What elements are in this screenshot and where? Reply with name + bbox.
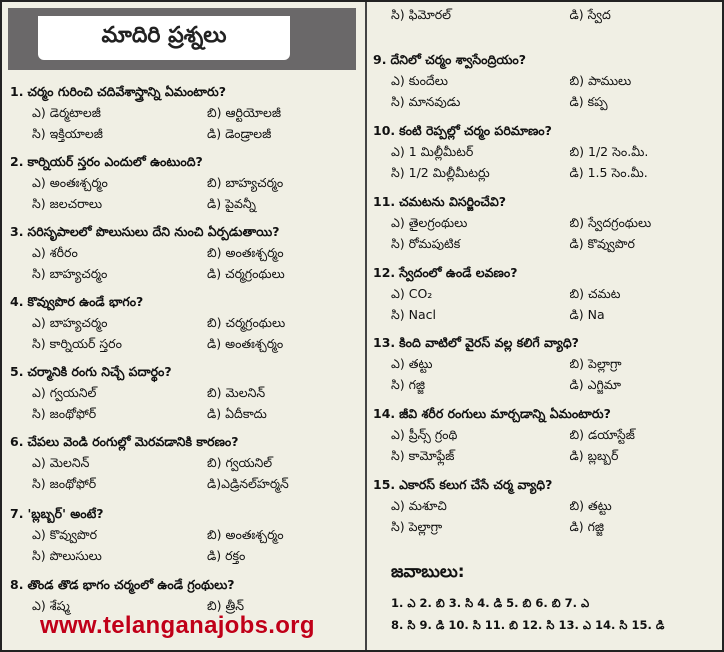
option-b: బి) గ్వయనిల్ xyxy=(207,455,273,470)
question-1 xyxy=(10,84,360,144)
option-c: సి) మానవుడు xyxy=(391,94,461,109)
question-7 xyxy=(10,506,360,566)
option-a: ఎ) కొవ్వుపొర xyxy=(32,527,98,542)
option-a: ఎ) అంతఃశ్చర్మం xyxy=(32,175,108,190)
question-8 xyxy=(10,577,360,616)
option-a: ఎ) తైలగ్రంథులు xyxy=(391,215,468,230)
option-d: డి) పైవన్నీ xyxy=(207,196,256,211)
option-b: బి) ఆర్టియోలజీ xyxy=(207,105,281,120)
question-number: 9. xyxy=(373,52,387,67)
answers-heading: జవాబులు: xyxy=(391,562,465,582)
question-8-continued xyxy=(373,4,718,25)
question-text: సరిసృపాలలో పొలుసులు దేని నుంచి ఏర్పడుతాయి? xyxy=(27,224,280,239)
option-a: ఎ) తట్టు xyxy=(391,356,433,371)
question-text: కార్నియర్ స్తరం ఎందులో ఉంటుంది? xyxy=(27,154,203,169)
question-12 xyxy=(373,265,718,325)
header-bar xyxy=(8,8,356,70)
option-b: బి) చమట xyxy=(569,286,621,301)
question-15 xyxy=(373,477,718,537)
question-text: కింది వాటిలో వైరస్ వల్ల కలిగే వ్యాధి? xyxy=(399,335,579,350)
option-d: డి) కప్ప xyxy=(569,94,608,109)
option-d: డి) Na xyxy=(569,307,605,322)
question-text: ఎకారస్ కలుగ చేసే చర్మ వ్యాధి? xyxy=(399,477,553,492)
question-number: 7. xyxy=(10,506,24,521)
page-title: మాదిరి ప్రశ్నలు xyxy=(38,16,290,60)
option-a: ఎ) గ్వయనిల్ xyxy=(32,385,97,400)
option-b: బి) బాహ్యచర్మం xyxy=(207,175,284,190)
question-number: 11. xyxy=(373,194,396,209)
website-watermark: www.telanganajobs.org xyxy=(40,612,315,639)
question-number: 13. xyxy=(373,335,396,350)
answers-line-1: 1. ఎ 2. బి 3. సి 4. డి 5. బి 6. బి 7. ఎ xyxy=(391,596,590,610)
option-d: డి) చర్మగ్రంథులు xyxy=(207,266,285,281)
question-14 xyxy=(373,406,718,466)
option-a: ఎ) బాహ్యచర్మం xyxy=(32,315,108,330)
question-number: 4. xyxy=(10,294,24,309)
option-c: సి) ఫిమోరల్ xyxy=(391,7,452,22)
option-b: బి) పెల్లాగ్రా xyxy=(569,356,622,371)
option-c: సి) Nacl xyxy=(391,307,436,322)
option-d: డి) బ్లబ్బర్ xyxy=(569,448,619,463)
answers-line-2: 8. సి 9. డి 10. సి 11. బి 12. సి 13. ఎ 14. సి 15. డి xyxy=(391,618,665,632)
question-text: చర్మం గురించి చదివేశాస్త్రాన్ని ఏమంటారు? xyxy=(27,84,226,99)
question-5 xyxy=(10,364,360,424)
right-column xyxy=(367,2,722,650)
question-number: 14. xyxy=(373,406,396,421)
option-b: బి) అంతఃశ్చర్మం xyxy=(207,245,284,260)
option-b: బి) త్రీన్ xyxy=(207,598,245,613)
option-c: సి) పొలుసులు xyxy=(32,548,102,563)
question-number: 6. xyxy=(10,434,24,449)
question-6 xyxy=(10,434,360,494)
option-d: డి) గజ్జి xyxy=(569,519,605,534)
question-11 xyxy=(373,194,718,254)
option-b: బి) చర్మగ్రంథులు xyxy=(207,315,286,330)
option-d: డి)ఎడ్రినల్‌హర్మన్ xyxy=(207,476,289,491)
option-c: సి) పెల్లాగ్రా xyxy=(391,519,443,534)
question-number: 10. xyxy=(373,123,396,138)
option-d: డి) ఏదీకాదు xyxy=(207,406,267,421)
option-d: డి) స్వేద xyxy=(569,7,611,22)
option-b: బి) తట్టు xyxy=(569,498,612,513)
option-a: ఎ) డెర్మటాలజీ xyxy=(32,105,101,120)
question-text: కొవ్వుపొర ఉండే భాగం? xyxy=(27,294,144,309)
option-c: సి) జంథోఫోర్ xyxy=(32,406,97,421)
question-number: 2. xyxy=(10,154,24,169)
option-b: బి) స్వేదగ్రంథులు xyxy=(569,215,652,230)
question-number: 3. xyxy=(10,224,24,239)
question-text: 'బ్లబ్బర్' అంటే? xyxy=(27,506,104,521)
option-b: బి) మెలనిన్ xyxy=(207,385,266,400)
question-text: తొండ తొడ భాగం చర్మంలో ఉండే గ్రంథులు? xyxy=(27,577,235,592)
option-c: సి) ఇక్తియాలజీ xyxy=(32,126,103,141)
question-text: కంటి రెప్పల్లో చర్మం పరిమాణం? xyxy=(399,123,552,138)
option-a: ఎ) CO₂ xyxy=(391,286,433,301)
question-number: 5. xyxy=(10,364,24,379)
question-3 xyxy=(10,224,360,284)
question-number: 12. xyxy=(373,265,396,280)
question-number: 1. xyxy=(10,84,24,99)
question-text: దేనిలో చర్మం శ్వాసేంద్రియం? xyxy=(390,52,526,67)
option-b: బి) అంతఃశ్చర్మం xyxy=(207,527,284,542)
question-text: చమటను విసర్జించేవి? xyxy=(399,194,507,209)
option-a: ఎ) కుందేలు xyxy=(391,73,448,88)
option-d: డి) అంతఃశ్చర్మం xyxy=(207,336,284,351)
question-text: జీవి శరీర రంగులు మార్చడాన్ని ఏమంటారు? xyxy=(399,406,611,421)
question-text: స్వేదంలో ఉండే లవణం? xyxy=(399,265,518,280)
left-column xyxy=(2,2,365,650)
option-c: సి) గజ్జి xyxy=(391,377,426,392)
option-b: బి) డయాస్టేజ్ xyxy=(569,427,635,442)
option-a: ఎ) ప్రీన్స్ గ్రంథి xyxy=(391,427,458,442)
question-10 xyxy=(373,123,718,183)
option-c: సి) కార్నియర్ స్తరం xyxy=(32,336,122,351)
option-d: డి) కొవ్వుపొర xyxy=(569,236,635,251)
option-a: ఎ) శేష్మ xyxy=(32,598,70,613)
option-d: డి) 1.5 సెం.మీ. xyxy=(569,165,648,180)
question-4 xyxy=(10,294,360,354)
option-a: ఎ) మెలనిన్ xyxy=(32,455,90,470)
option-c: సి) కామోఫ్లేజ్ xyxy=(391,448,455,463)
option-a: ఎ) శరీరం xyxy=(32,245,78,260)
option-d: డి) రక్తం xyxy=(207,548,246,563)
option-a: ఎ) మశూచి xyxy=(391,498,447,513)
option-c: సి) జంథోఫోర్ xyxy=(32,476,97,491)
option-c: సి) బాహ్యచర్మం xyxy=(32,266,108,281)
question-2 xyxy=(10,154,360,214)
option-a: ఎ) 1 మిల్లీమీటర్ xyxy=(391,144,474,159)
option-c: సి) జలచరాలు xyxy=(32,196,103,211)
option-b: బి) 1/2 సెం.మీ. xyxy=(569,144,649,159)
question-number: 15. xyxy=(373,477,396,492)
question-text: చర్మానికి రంగు నిచ్చే పదార్థం? xyxy=(27,364,172,379)
option-d: డి) డెండ్రాలజీ xyxy=(207,126,272,141)
option-d: డి) ఎగ్జిమా xyxy=(569,377,622,392)
option-b: బి) పాములు xyxy=(569,73,632,88)
question-number: 8. xyxy=(10,577,24,592)
question-13 xyxy=(373,335,718,395)
question-text: చేపలు వెండి రంగుల్లో మెరవడానికి కారణం? xyxy=(27,434,239,449)
option-c: సి) రోమపుటిక xyxy=(391,236,461,251)
question-9 xyxy=(373,52,718,112)
option-c: సి) 1/2 మిల్లీమీటర్లు xyxy=(391,165,490,180)
